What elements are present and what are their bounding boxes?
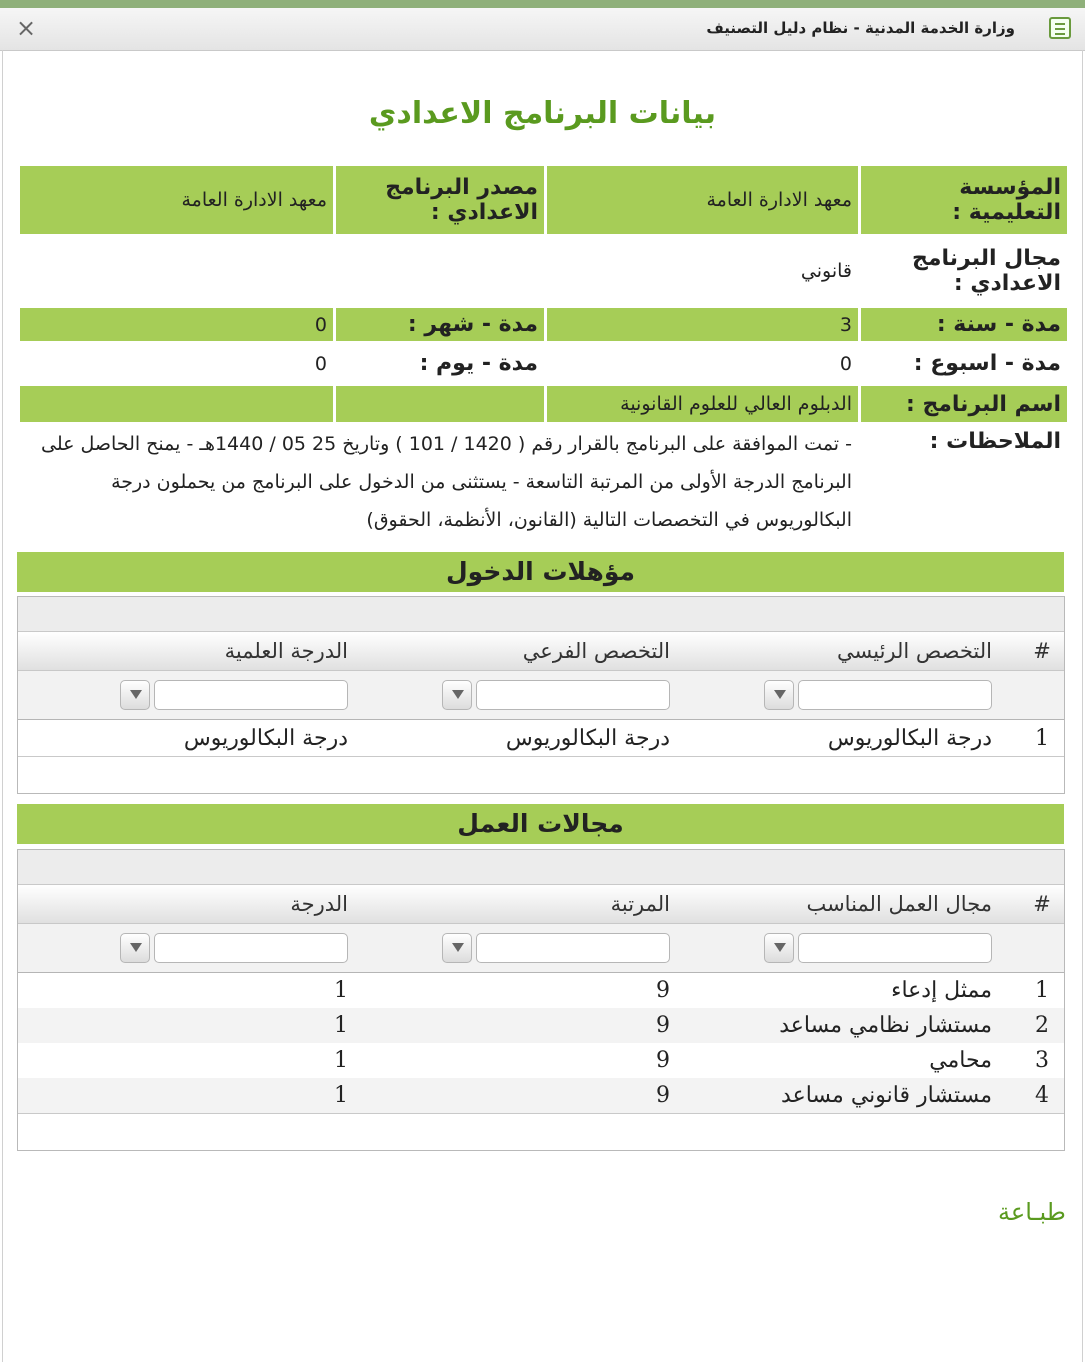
years-value: 3 — [547, 308, 858, 341]
institution-value: معهد الادارة العامة — [547, 166, 858, 234]
table-row[interactable]: 1 ممثل إدعاء 9 1 — [334, 978, 1049, 1003]
notes-label: الملاحظات : — [929, 429, 1061, 454]
filter-icon[interactable] — [442, 680, 472, 710]
days-value: 0 — [314, 352, 327, 375]
filter-icon[interactable] — [764, 680, 794, 710]
grid-group-band — [18, 850, 1064, 885]
years-label: مدة - سنة : — [861, 308, 1067, 341]
col-sub-specialty[interactable]: التخصص الفرعي — [522, 639, 670, 663]
print-link[interactable]: طبـاعة — [998, 1198, 1066, 1226]
title-bar — [0, 8, 1085, 51]
document-icon — [1049, 17, 1071, 39]
filter-icon[interactable] — [120, 680, 150, 710]
work-fields-header: مجالات العمل — [17, 804, 1064, 844]
notes-text: - تمت الموافقة على البرنامج بالقرار رقم ( 1420 / 101 ) وتاريخ 25 05 / 1440هـ - يمنح الحاصل على البرنامج الدرجة الأولى من المرتبة التاسعة - يستثنى من الدخول على البرنامج من يحملون درجة البكالوريوس في التخصصات التالية (القانون، الأنظمة، الحقوق) — [40, 433, 852, 531]
col-main-specialty[interactable]: التخصص الرئيسي — [837, 639, 992, 663]
window-title: وزارة الخدمة المدنية - نظام دليل التصنيف — [706, 19, 1015, 37]
field-label: مجال البرنامج الاعدادي : — [912, 246, 1061, 296]
source-value: معهد الادارة العامة — [20, 166, 333, 234]
filter-degree-input[interactable] — [154, 680, 348, 710]
filter-icon[interactable] — [764, 933, 794, 963]
program-name-label: اسم البرنامج : — [861, 386, 1067, 422]
filter-icon[interactable] — [120, 933, 150, 963]
institution-label: المؤسسة التعليمية : — [861, 166, 1067, 234]
table-row[interactable]: 3 محامي 9 1 — [334, 1048, 1049, 1073]
page-title: بيانات البرنامج الاعدادي — [368, 96, 717, 131]
filter-grade-input[interactable] — [154, 933, 348, 963]
col-hash[interactable]: # — [1033, 639, 1051, 663]
top-strip — [0, 0, 1085, 8]
program-name-value: الدبلوم العالي للعلوم القانونية — [547, 386, 858, 422]
months-label: مدة - شهر : — [336, 308, 544, 341]
col-work-field[interactable]: مجال العمل المناسب — [806, 892, 992, 916]
col-hash[interactable]: # — [1033, 892, 1051, 916]
program-info — [17, 166, 1067, 539]
filter-icon[interactable] — [442, 933, 472, 963]
filter-rank-input[interactable] — [476, 933, 670, 963]
admission-header: مؤهلات الدخول — [17, 552, 1064, 592]
source-label: مصدر البرنامج الاعدادي : — [336, 166, 544, 234]
months-value: 0 — [20, 308, 333, 341]
col-grade[interactable]: الدرجة — [290, 892, 348, 916]
col-degree[interactable]: الدرجة العلمية — [224, 639, 348, 663]
col-rank[interactable]: المرتبة — [610, 892, 670, 916]
weeks-label: مدة - اسبوع : — [913, 351, 1061, 376]
table-row[interactable]: 4 مستشار قانوني مساعد 9 1 — [18, 1078, 1064, 1113]
table-row[interactable]: 1 درجة البكالوريوس درجة البكالوريوس درجة البكالوريوس — [183, 725, 1049, 751]
admission-grid — [17, 596, 1065, 794]
days-label: مدة - يوم : — [419, 351, 538, 376]
filter-field-input[interactable] — [798, 933, 992, 963]
field-value: قانوني — [800, 260, 852, 282]
work-fields-grid — [17, 849, 1065, 1151]
table-row[interactable]: 2 مستشار نظامي مساعد 9 1 — [18, 1008, 1064, 1043]
close-icon[interactable]: × — [16, 14, 37, 42]
grid-group-band — [18, 597, 1064, 632]
weeks-value: 0 — [839, 352, 852, 375]
filter-sub-input[interactable] — [476, 680, 670, 710]
filter-main-input[interactable] — [798, 680, 992, 710]
